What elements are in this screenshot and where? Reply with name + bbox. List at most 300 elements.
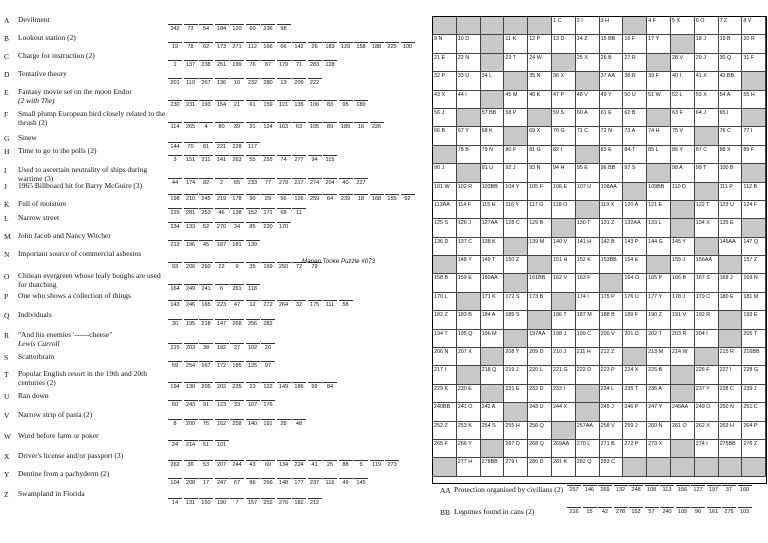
answer-blank[interactable]: 158 — [354, 42, 368, 50]
grid-cell[interactable]: 196 M — [481, 330, 505, 348]
grid-cell[interactable]: 161BB — [528, 274, 552, 292]
grid-cell[interactable]: 127AA — [481, 219, 505, 237]
grid-cell[interactable]: 97 S — [623, 164, 647, 182]
answer-blank[interactable]: 278 — [614, 507, 628, 515]
answer-blank[interactable]: 174 — [184, 178, 198, 186]
answer-blank[interactable]: 13 — [277, 78, 291, 86]
grid-cell[interactable]: 232 D — [528, 385, 552, 403]
answer-blank[interactable]: 169 — [261, 262, 275, 270]
answer-blank[interactable]: 189 — [339, 122, 353, 130]
answer-blank[interactable]: 118 — [246, 284, 260, 292]
answer-blank[interactable]: 29 — [261, 194, 275, 202]
grid-cell[interactable]: 110 D — [671, 183, 695, 201]
answer-blank[interactable]: 129 — [339, 42, 353, 50]
answer-blank[interactable]: 44 — [168, 178, 182, 186]
answer-blank[interactable]: 1 — [168, 60, 182, 68]
grid-cell[interactable]: 104 Y — [504, 183, 528, 201]
grid-cell[interactable]: 200 V — [600, 330, 624, 348]
answer-blank[interactable]: 188 — [370, 42, 384, 50]
grid-cell[interactable]: 211 H — [576, 348, 600, 366]
grid-cell[interactable]: 51 W — [647, 91, 671, 109]
grid-cell[interactable]: 59 S — [552, 109, 576, 127]
answer-blank[interactable]: 195 — [184, 319, 198, 327]
answer-blank[interactable]: 43 — [246, 460, 260, 468]
grid-cell[interactable]: 141 H — [576, 238, 600, 256]
answer-blank[interactable]: 126 — [292, 194, 306, 202]
grid-cell[interactable]: 29 J — [695, 54, 719, 72]
grid-cell[interactable]: 164 O — [623, 274, 647, 292]
answer-blank[interactable]: 245 — [199, 194, 213, 202]
answer-blank[interactable]: 280 — [261, 78, 275, 86]
answer-blank[interactable]: 100 — [401, 42, 415, 50]
answer-blank[interactable]: 181 — [230, 240, 244, 248]
answer-blank[interactable]: 59 — [168, 361, 182, 369]
answer-blank[interactable]: 114 — [168, 122, 182, 130]
answer-blank[interactable]: 106 — [308, 100, 322, 108]
grid-cell[interactable]: 12 P — [528, 35, 552, 53]
answer-blank[interactable]: 73 — [184, 24, 198, 32]
answer-blank[interactable]: 271 — [230, 42, 244, 50]
grid-cell[interactable]: 66 B — [433, 127, 457, 145]
grid-cell[interactable]: 168 J — [719, 274, 743, 292]
grid-cell[interactable]: 35 N — [528, 72, 552, 90]
answer-blank[interactable]: 77 — [261, 178, 275, 186]
answer-blank[interactable]: 138 — [230, 208, 244, 216]
grid-cell[interactable]: 231 E — [504, 385, 528, 403]
answer-blank[interactable]: 54 — [199, 24, 213, 32]
grid-cell[interactable]: 32 P — [433, 72, 457, 90]
answer-blank[interactable]: 19 — [168, 42, 182, 50]
grid-cell[interactable]: 76 C — [719, 127, 743, 145]
answer-blank[interactable]: 25 — [323, 460, 337, 468]
answer-blank[interactable]: 202 — [215, 382, 229, 390]
grid-cell[interactable]: 234 L — [600, 385, 624, 403]
grid-cell[interactable]: 275BB — [719, 440, 743, 458]
grid-cell[interactable]: 96 BB — [600, 164, 624, 182]
answer-blank[interactable]: 48 — [292, 419, 306, 427]
answer-blank[interactable]: 64 — [323, 194, 337, 202]
answer-blank[interactable]: 53 — [199, 460, 213, 468]
grid-cell[interactable]: 58 P — [504, 109, 528, 127]
answer-blank[interactable]: 273 — [385, 460, 399, 468]
answer-blank[interactable]: 15 — [583, 507, 597, 515]
answer-blank[interactable]: 125 — [246, 361, 260, 369]
answer-blank[interactable]: 235 — [230, 382, 244, 390]
grid-cell[interactable]: 140 V — [552, 238, 576, 256]
answer-blank[interactable]: 239 — [339, 194, 353, 202]
grid-cell[interactable]: 203 R — [671, 330, 695, 348]
grid-cell[interactable]: 137 C — [457, 238, 481, 256]
grid-cell[interactable]: 194 T — [433, 330, 457, 348]
grid-cell[interactable]: 189 F — [623, 311, 647, 329]
answer-blank[interactable]: 3 — [168, 155, 182, 163]
grid-cell[interactable]: 36 X — [552, 72, 576, 90]
grid-cell[interactable]: 80 F — [504, 146, 528, 164]
answer-blank[interactable]: 283 — [308, 60, 322, 68]
grid-cell[interactable]: 226 F — [695, 366, 719, 384]
grid-cell[interactable]: 187 M — [576, 311, 600, 329]
grid-cell[interactable]: 61 E — [600, 109, 624, 127]
answer-blank[interactable]: 78 — [184, 42, 198, 50]
answer-blank[interactable]: 60 — [246, 24, 260, 32]
grid-cell[interactable]: 208 Y — [504, 348, 528, 366]
answer-blank[interactable]: 146 — [583, 485, 597, 493]
grid-cell[interactable]: 175 P — [600, 293, 624, 311]
answer-blank[interactable]: 33 — [230, 400, 244, 408]
answer-blank[interactable]: 178 — [230, 194, 244, 202]
answer-blank[interactable]: 221 — [215, 142, 229, 150]
answer-blank[interactable]: 215 — [168, 343, 182, 351]
grid-cell[interactable]: 113AA — [433, 201, 457, 219]
answer-blank[interactable]: 217 — [292, 178, 306, 186]
answer-blank[interactable]: 197 — [707, 485, 721, 493]
grid-cell[interactable]: 259 J — [623, 422, 647, 440]
grid-cell[interactable]: 2 I — [576, 17, 600, 35]
grid-cell[interactable]: 30 Q — [719, 54, 743, 72]
grid-cell[interactable]: 225 B — [647, 366, 671, 384]
answer-blank[interactable]: 39 — [230, 122, 244, 130]
grid-cell[interactable]: 70 G — [552, 127, 576, 145]
answer-blank[interactable]: 232 — [246, 78, 260, 86]
answer-blank[interactable]: 96 — [691, 507, 705, 515]
grid-cell[interactable]: 251 C — [742, 403, 766, 421]
grid-cell[interactable]: 179 C — [695, 293, 719, 311]
grid-cell[interactable]: 249 O — [695, 403, 719, 421]
grid-cell[interactable]: 72 N — [600, 127, 624, 145]
answer-blank[interactable]: 160 — [738, 485, 752, 493]
grid-cell[interactable]: 219 J — [504, 366, 528, 384]
grid-cell[interactable]: 74 H — [647, 127, 671, 145]
answer-blank[interactable]: 275 — [722, 507, 736, 515]
grid-cell[interactable]: 206 N — [433, 348, 457, 366]
grid-cell[interactable]: 180 E — [719, 293, 743, 311]
answer-blank[interactable]: 83 — [323, 100, 337, 108]
grid-cell[interactable]: 171 K — [481, 293, 505, 311]
grid-cell[interactable]: 216BB — [742, 348, 766, 366]
answer-blank[interactable]: 263 — [230, 155, 244, 163]
grid-cell[interactable]: 248AA — [671, 403, 695, 421]
grid-cell[interactable]: 220 L — [528, 366, 552, 384]
grid-cell[interactable]: 88 X — [719, 146, 743, 164]
grid-cell[interactable]: 162 V — [552, 274, 576, 292]
grid-cell[interactable]: 1 C — [552, 17, 576, 35]
answer-blank[interactable]: 151 — [184, 155, 198, 163]
answer-blank[interactable]: 30 — [168, 319, 182, 327]
grid-cell[interactable]: 6 O — [695, 17, 719, 35]
answer-blank[interactable]: 176 — [261, 400, 275, 408]
answer-blank[interactable]: 183 — [323, 42, 337, 50]
answer-blank[interactable]: 34 — [230, 222, 244, 230]
answer-blank[interactable]: 204 — [323, 178, 337, 186]
grid-cell[interactable]: 263 H — [719, 422, 743, 440]
answer-blank[interactable]: 84 — [323, 382, 337, 390]
answer-blank[interactable]: 253 — [199, 208, 213, 216]
grid-cell[interactable]: 258 V — [600, 422, 624, 440]
grid-cell[interactable]: 25 X — [576, 54, 600, 72]
grid-cell[interactable]: 134 X — [695, 219, 719, 237]
answer-blank[interactable]: 167 — [199, 361, 213, 369]
answer-blank[interactable]: 257 — [567, 485, 581, 493]
grid-cell[interactable]: 112 B — [742, 183, 766, 201]
grid-cell[interactable]: 188 B — [600, 311, 624, 329]
grid-cell[interactable]: 103BB — [481, 183, 505, 201]
answer-blank[interactable]: 38 — [199, 343, 213, 351]
grid-cell[interactable]: 139 M — [528, 238, 552, 256]
answer-blank[interactable]: 179 — [277, 60, 291, 68]
grid-cell[interactable]: 279 I — [504, 458, 528, 476]
answer-blank[interactable]: 36 — [184, 460, 198, 468]
answer-blank[interactable]: 157 — [246, 498, 260, 506]
answer-blank[interactable]: 243 — [184, 400, 198, 408]
grid-cell[interactable]: 34 L — [481, 72, 505, 90]
answer-blank[interactable]: 23 — [246, 382, 260, 390]
answer-blank[interactable]: 79 — [308, 262, 322, 270]
grid-cell[interactable]: 155 J — [671, 256, 695, 274]
grid-cell[interactable]: 278BB — [481, 458, 505, 476]
grid-cell[interactable]: 99 T — [695, 164, 719, 182]
grid-cell[interactable]: 138 K — [481, 238, 505, 256]
answer-blank[interactable]: 259 — [308, 194, 322, 202]
grid-cell[interactable]: 233 I — [552, 385, 576, 403]
answer-blank[interactable]: 199 — [230, 60, 244, 68]
grid-cell[interactable]: 28 V — [671, 54, 695, 72]
answer-blank[interactable]: 92 — [401, 194, 415, 202]
grid-cell[interactable]: 23 T — [504, 54, 528, 72]
answer-blank[interactable]: 110 — [184, 78, 198, 86]
answer-blank[interactable]: 46 — [215, 208, 229, 216]
answer-blank[interactable]: 212 — [308, 498, 322, 506]
grid-cell[interactable]: 92 J — [504, 164, 528, 182]
grid-cell[interactable]: 280 D — [528, 458, 552, 476]
grid-cell[interactable]: 165 P — [647, 274, 671, 292]
grid-cell[interactable]: 78 B — [457, 146, 481, 164]
grid-cell[interactable]: 242 A — [481, 403, 505, 421]
grid-cell[interactable]: 215 R — [719, 348, 743, 366]
answer-blank[interactable]: 107 — [246, 400, 260, 408]
answer-blank[interactable]: 250 — [277, 262, 291, 270]
grid-cell[interactable]: 283 C — [600, 458, 624, 476]
grid-cell[interactable]: 11 K — [504, 35, 528, 53]
answer-blank[interactable]: 264 — [277, 300, 291, 308]
answer-blank[interactable]: 266 — [261, 478, 275, 486]
grid-cell[interactable]: 223 P — [600, 366, 624, 384]
answer-blank[interactable]: 220 — [261, 222, 275, 230]
answer-blank[interactable]: 122 — [261, 382, 275, 390]
answer-blank[interactable]: 47 — [230, 300, 244, 308]
answer-blank[interactable]: 123 — [215, 400, 229, 408]
answer-blank[interactable]: 234 — [168, 222, 182, 230]
grid-cell[interactable]: 236 A — [647, 385, 671, 403]
answer-blank[interactable]: 200 — [184, 419, 198, 427]
answer-blank[interactable]: 248 — [629, 485, 643, 493]
answer-blank[interactable]: 103 — [738, 507, 752, 515]
grid-cell[interactable]: 254 S — [481, 422, 505, 440]
answer-blank[interactable]: 127 — [691, 485, 705, 493]
answer-blank[interactable]: 210 — [184, 194, 198, 202]
answer-blank[interactable]: 134 — [277, 460, 291, 468]
answer-blank[interactable]: 40 — [339, 178, 353, 186]
grid-cell[interactable]: 95 E — [576, 164, 600, 182]
answer-blank[interactable]: 136 — [215, 78, 229, 86]
answer-blank[interactable]: 128 — [323, 60, 337, 68]
answer-blank[interactable]: 66 — [277, 42, 291, 50]
answer-blank[interactable]: 166 — [261, 42, 275, 50]
grid-cell[interactable]: 261 O — [671, 422, 695, 440]
answer-blank[interactable]: 171 — [261, 208, 275, 216]
answer-blank[interactable]: 222 — [308, 78, 322, 86]
answer-blank[interactable]: 67 — [230, 478, 244, 486]
grid-cell[interactable]: 115 H — [481, 201, 505, 219]
grid-cell[interactable]: 199 C — [576, 330, 600, 348]
answer-blank[interactable]: 149 — [277, 382, 291, 390]
answer-blank[interactable]: 51 — [199, 440, 213, 448]
grid-cell[interactable]: 122 T — [695, 201, 719, 219]
grid-cell[interactable]: 191 V — [671, 311, 695, 329]
answer-blank[interactable]: 28 — [277, 419, 291, 427]
grid-cell[interactable]: 235 T — [623, 385, 647, 403]
grid-cell[interactable]: 47 P — [552, 91, 576, 109]
grid-cell[interactable]: 16 F — [623, 35, 647, 53]
grid-cell[interactable]: 4 F — [647, 17, 671, 35]
grid-cell[interactable]: 106 E — [552, 183, 576, 201]
answer-blank[interactable]: 258 — [230, 419, 244, 427]
grid-cell[interactable]: 64 J — [695, 109, 719, 127]
answer-blank[interactable]: 68 — [277, 208, 291, 216]
grid-cell[interactable]: 83 E — [600, 146, 624, 164]
answer-blank[interactable]: 50 — [168, 400, 182, 408]
answer-blank[interactable]: 89 — [323, 122, 337, 130]
grid-cell[interactable]: 177 Y — [647, 293, 671, 311]
answer-blank[interactable]: 131 — [184, 498, 198, 506]
grid-cell[interactable]: 109BB — [647, 183, 671, 201]
answer-blank[interactable]: 230 — [168, 100, 182, 108]
answer-blank[interactable]: 105 — [308, 122, 322, 130]
answer-blank[interactable]: 74 — [277, 155, 291, 163]
answer-blank[interactable]: 133 — [184, 222, 198, 230]
answer-blank[interactable]: 206 — [184, 262, 198, 270]
grid-cell[interactable]: 239 J — [742, 385, 766, 403]
answer-blank[interactable]: 141 — [215, 155, 229, 163]
grid-cell[interactable]: 132AA — [623, 219, 647, 237]
answer-blank[interactable]: 121 — [277, 100, 291, 108]
answer-blank[interactable]: 262 — [168, 460, 182, 468]
answer-blank[interactable]: 63 — [292, 122, 306, 130]
answer-blank[interactable]: 24 — [168, 440, 182, 448]
grid-cell[interactable]: 90 J — [433, 164, 457, 182]
grid-cell[interactable]: 15 BB — [600, 35, 624, 53]
answer-blank[interactable]: 194 — [168, 382, 182, 390]
answer-blank[interactable]: 276 — [277, 498, 291, 506]
answer-blank[interactable]: 187 — [215, 240, 229, 248]
answer-blank[interactable]: 109 — [676, 507, 690, 515]
grid-cell[interactable]: 255 H — [504, 422, 528, 440]
answer-blank[interactable]: 198 — [168, 194, 182, 202]
grid-cell[interactable]: 149 T — [481, 256, 505, 274]
answer-blank[interactable]: 274 — [308, 178, 322, 186]
grid-cell[interactable]: 151 H — [552, 256, 576, 274]
grid-cell[interactable]: 205 T — [742, 330, 766, 348]
grid-cell[interactable]: 170 L — [433, 293, 457, 311]
answer-blank[interactable]: 201 — [168, 78, 182, 86]
answer-blank[interactable]: 227 — [354, 178, 368, 186]
answer-blank[interactable]: 135 — [292, 100, 306, 108]
grid-cell[interactable]: 163 F — [576, 274, 600, 292]
grid-cell[interactable]: 159 E — [457, 274, 481, 292]
grid-cell[interactable]: 37 AA — [600, 72, 624, 90]
answer-blank[interactable]: 86 — [246, 478, 260, 486]
grid-cell[interactable]: 111 P — [719, 183, 743, 201]
grid-cell[interactable]: 181 M — [742, 293, 766, 311]
grid-cell[interactable]: 276 Z — [742, 440, 766, 458]
answer-blank[interactable]: 49 — [339, 478, 353, 486]
answer-blank[interactable]: 137 — [184, 60, 198, 68]
answer-blank[interactable]: 2 — [215, 178, 229, 186]
answer-blank[interactable]: 12 — [246, 300, 260, 308]
grid-cell[interactable]: 27 R — [623, 54, 647, 72]
grid-cell[interactable]: 81 G — [528, 146, 552, 164]
answer-blank[interactable]: 242 — [168, 24, 182, 32]
grid-cell[interactable]: 75 V — [671, 127, 695, 145]
grid-cell[interactable]: 41 X — [695, 72, 719, 90]
grid-cell[interactable]: 108AA — [600, 183, 624, 201]
grid-cell[interactable]: 146AA — [719, 238, 743, 256]
answer-blank[interactable]: 98 — [277, 24, 291, 32]
answer-blank[interactable]: 72 — [292, 262, 306, 270]
grid-cell[interactable]: 105 F — [528, 183, 552, 201]
answer-blank[interactable]: 279 — [277, 178, 291, 186]
answer-blank[interactable]: 142 — [292, 42, 306, 50]
answer-blank[interactable]: 20 — [261, 343, 275, 351]
answer-blank[interactable]: 52 — [199, 222, 213, 230]
grid-cell[interactable]: 131 Z — [600, 219, 624, 237]
grid-cell[interactable]: 230 E — [457, 385, 481, 403]
answer-blank[interactable]: 22 — [215, 262, 229, 270]
grid-cell[interactable]: 147 Q — [742, 238, 766, 256]
answer-blank[interactable]: 265 — [184, 122, 198, 130]
answer-blank[interactable]: 16 — [354, 122, 368, 130]
answer-blank[interactable]: 6 — [215, 284, 229, 292]
grid-cell[interactable]: 50 U — [623, 91, 647, 109]
answer-blank[interactable]: 58 — [339, 300, 353, 308]
grid-cell[interactable]: 49 Y — [600, 91, 624, 109]
grid-cell[interactable]: 214 W — [671, 348, 695, 366]
grid-cell[interactable]: 56 J — [433, 109, 457, 127]
grid-cell[interactable]: 31 F — [742, 54, 766, 72]
grid-cell[interactable]: 125 S — [433, 219, 457, 237]
grid-cell[interactable]: 154 E — [623, 256, 647, 274]
grid-cell[interactable]: 241 O — [457, 403, 481, 421]
answer-blank[interactable]: 31 — [246, 122, 260, 130]
grid-cell[interactable]: 102 R — [457, 183, 481, 201]
grid-cell[interactable]: 166 B — [671, 274, 695, 292]
grid-cell[interactable]: 17 Y — [647, 35, 671, 53]
answer-blank[interactable]: 144 — [168, 142, 182, 150]
answer-blank[interactable]: 17 — [199, 478, 213, 486]
answer-blank[interactable]: 260 — [199, 262, 213, 270]
answer-blank[interactable]: 119 — [370, 460, 384, 468]
answer-blank[interactable]: 226 — [370, 122, 384, 130]
grid-cell[interactable]: 218 Q — [481, 366, 505, 384]
grid-cell[interactable]: 238 C — [719, 385, 743, 403]
grid-cell[interactable]: 20 R — [742, 35, 766, 53]
answer-blank[interactable]: 172 — [215, 361, 229, 369]
answer-blank[interactable]: 254 — [184, 361, 198, 369]
answer-blank[interactable]: 113 — [660, 485, 674, 493]
grid-cell[interactable]: 201 D — [623, 330, 647, 348]
grid-cell[interactable]: 79 N — [481, 146, 505, 164]
grid-cell[interactable]: 33 U — [457, 72, 481, 90]
answer-blank[interactable]: 246 — [184, 300, 198, 308]
